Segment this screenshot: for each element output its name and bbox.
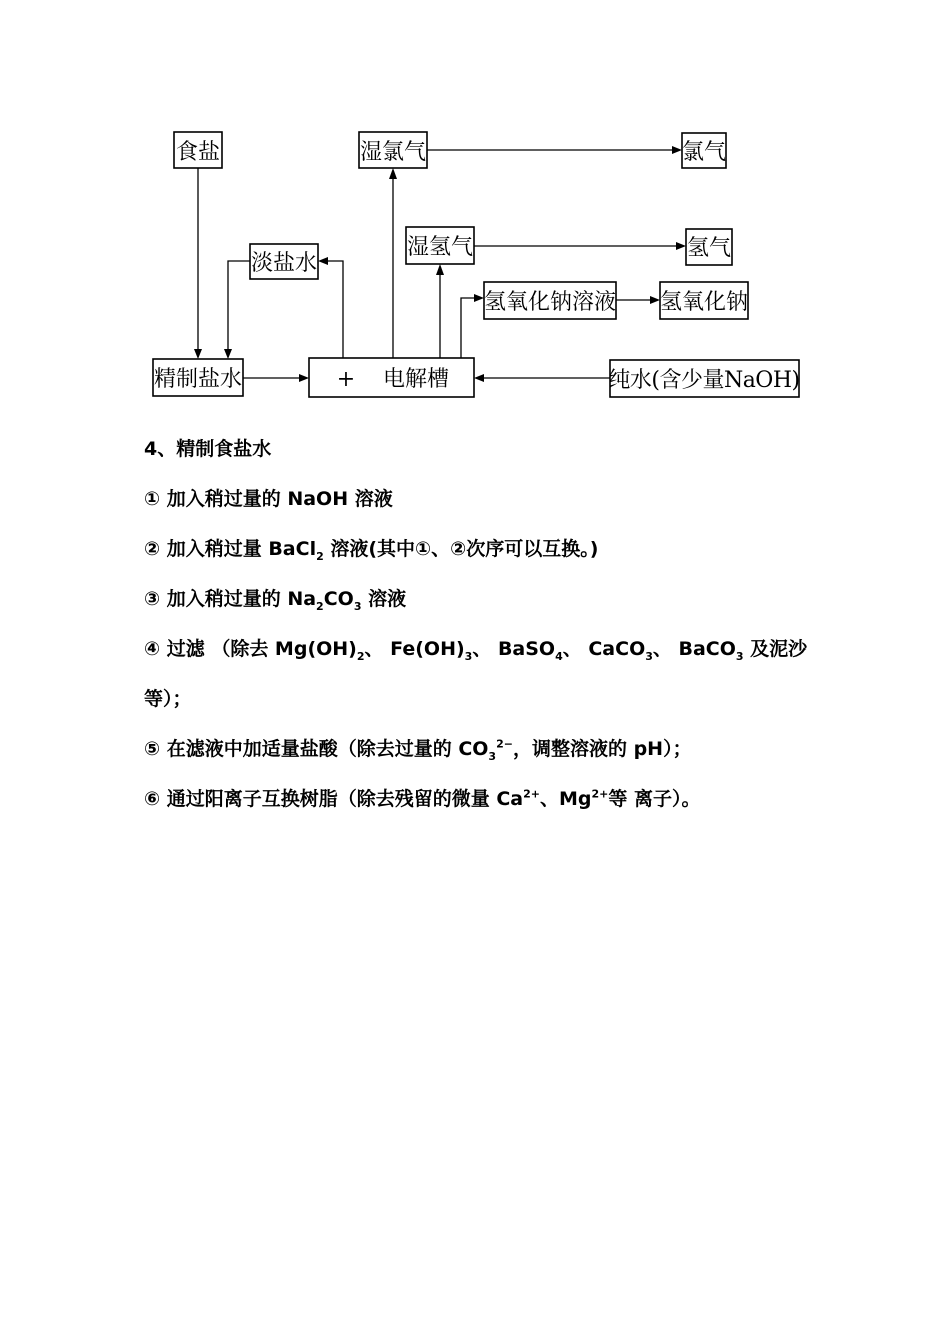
step-2-text-a: ② 加入稍过量 BaCl xyxy=(144,538,317,560)
step-6 xyxy=(144,780,814,830)
arrow-danyanshui-to-jingzhi xyxy=(224,261,250,359)
step-1 xyxy=(144,480,814,530)
box-lvqi xyxy=(682,133,726,168)
step-6-sup-1: 2+ xyxy=(523,787,540,801)
arrow-dianjiecao-to-naoh-rongye xyxy=(461,294,484,358)
label-shilvqi: 湿氯气 xyxy=(359,140,427,165)
label-chunshui: 纯水(含少量NaOH) xyxy=(608,368,800,393)
label-naoh: 氢氧化钠 xyxy=(659,290,749,315)
step-4-sub-1: 2 xyxy=(356,649,365,663)
step-3-sub-2: 3 xyxy=(353,599,362,613)
step-4-text-c: 、 Fe(OH) xyxy=(364,638,465,660)
step-6-text-c: 、Mg xyxy=(539,788,592,810)
box-qingqi xyxy=(686,229,732,265)
step-2 xyxy=(144,530,814,580)
step-4-text-k: 及泥沙 xyxy=(743,638,808,660)
step-5 xyxy=(144,730,814,780)
step-4-text-l: 等）； xyxy=(144,688,192,710)
step-4-text-i: 、 BaCO xyxy=(652,638,736,660)
step-5-sub: 3 xyxy=(488,749,497,763)
step-4-text-e: 、 BaSO xyxy=(472,638,556,660)
label-danyanshui: 淡盐水 xyxy=(250,251,318,276)
step-4-sub-5: 3 xyxy=(735,649,744,663)
label-naoh-rongye: 氢氧化钠溶液 xyxy=(483,290,617,315)
label-plus: + xyxy=(336,367,356,392)
box-naoh xyxy=(660,282,748,319)
label-jingzhi: 精制盐水 xyxy=(153,367,243,392)
arrow-shilvqi-to-lvqi xyxy=(427,146,682,154)
step-4-cont xyxy=(144,680,814,730)
heading-text: 4、精制食盐水 xyxy=(144,438,272,460)
step-3-sub-1: 2 xyxy=(316,599,324,613)
step-6-text-e: 等 离子）。 xyxy=(608,788,701,810)
step-4-text-g: 、 CaCO xyxy=(562,638,646,660)
box-shiyan xyxy=(174,132,222,168)
step-1-text: ① 加入稍过量的 NaOH 溶液 xyxy=(144,488,393,510)
arrow-naoh-rongye-to-naoh xyxy=(616,296,660,304)
step-4-text-a: ④ 过滤 （除去 Mg(OH) xyxy=(144,638,357,660)
label-lvqi: 氯气 xyxy=(681,140,727,165)
arrow-dianjiecao-to-danyanshui xyxy=(318,257,343,358)
arrow-shiqingqi-to-qingqi xyxy=(474,242,686,250)
box-dianjiecao xyxy=(309,358,474,397)
step-6-text-a: ⑥ 通过阳离子互换树脂（除去残留的微量 Ca xyxy=(144,788,524,810)
box-chunshui xyxy=(608,360,799,397)
label-shiqingqi: 湿氢气 xyxy=(406,235,474,260)
arrow-dianjiecao-to-shiqingqi xyxy=(436,264,444,358)
step-4-sub-2: 3 xyxy=(464,649,473,663)
label-dianjiecao: 电解槽 xyxy=(382,367,450,392)
purification-steps xyxy=(144,430,814,830)
box-danyanshui xyxy=(250,244,318,279)
arrow-dianjiecao-to-shilvqi xyxy=(389,168,397,358)
box-shiqingqi xyxy=(406,227,474,264)
step-4-sub-4: 3 xyxy=(645,649,653,663)
arrow-shiyan-to-jingzhi xyxy=(194,168,202,359)
step-3 xyxy=(144,580,814,630)
label-qingqi: 氢气 xyxy=(686,236,732,261)
step-5-text-a: ⑤ 在滤液中加适量盐酸（除去过量的 CO xyxy=(144,738,489,760)
step-5-text-d: ，调整溶液的 pH）； xyxy=(512,738,692,760)
arrow-chunshui-to-dianjiecao xyxy=(474,374,610,382)
box-naoh-rongye xyxy=(484,282,616,319)
step-2-text-c: 溶液(其中①、②次序可以互换。) xyxy=(323,538,599,560)
arrow-jingzhi-to-dianjiecao xyxy=(243,374,309,382)
box-shilvqi xyxy=(359,132,427,168)
step-2-sub: 2 xyxy=(316,549,324,563)
step-3-text-c: CO xyxy=(323,588,354,610)
step-6-sup-2: 2+ xyxy=(591,787,609,801)
step-3-text-e: 溶液 xyxy=(361,588,407,610)
label-shiyan: 食盐 xyxy=(175,140,221,165)
step-4-sub-3: 4 xyxy=(555,649,563,663)
box-jingzhi xyxy=(153,359,243,396)
step-5-sup: 2− xyxy=(496,737,513,751)
step-3-text-a: ③ 加入稍过量的 Na xyxy=(144,588,317,610)
heading xyxy=(144,430,814,480)
step-4 xyxy=(144,630,814,680)
electrolysis-flow-diagram xyxy=(0,0,950,420)
